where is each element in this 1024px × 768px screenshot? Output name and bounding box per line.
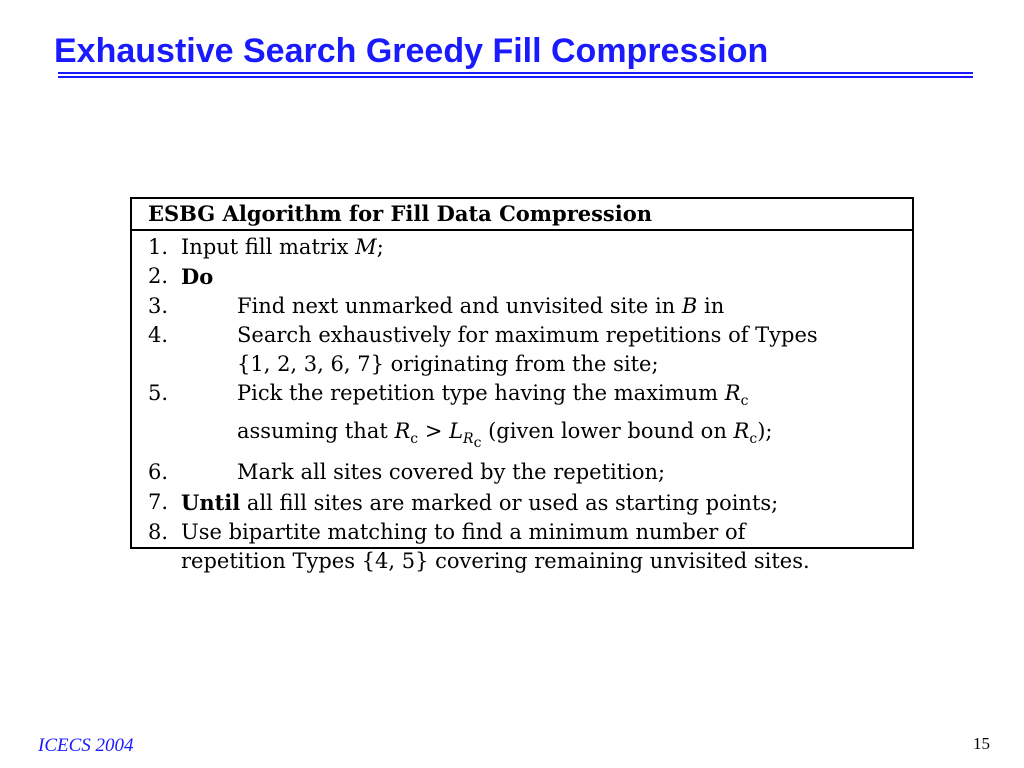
- step-4-continued: [132, 350, 912, 379]
- step-8-continued: [132, 547, 912, 576]
- step-number: 4.: [148, 322, 169, 347]
- step-6: [132, 458, 912, 487]
- step-number: 7.: [148, 489, 169, 514]
- step-text: Until all fill sites are marked or used as starting points;: [181, 489, 779, 515]
- step-text: Input fill matrix M;: [181, 235, 384, 259]
- step-number: 6.: [148, 460, 169, 485]
- step-number: 3.: [148, 293, 169, 318]
- step-text: Pick the repetition type having the maximum $R_c$: [237, 381, 749, 410]
- step-text: Use bipartite matching to find a minimum number of: [181, 519, 746, 544]
- algorithm-box: [130, 197, 914, 574]
- step-3: [132, 292, 912, 321]
- step-text-continued: assuming that $R_c > L_{R_c}$ (given lower bound on $R_c$);: [237, 418, 773, 451]
- slide-title: Exhaustive Search Greedy Fill Compression: [54, 32, 769, 70]
- step-5-continued: [132, 417, 912, 458]
- step-2: [132, 262, 912, 291]
- step-7: [132, 488, 912, 518]
- step-text: Do: [181, 264, 214, 290]
- step-text-continued: repetition Types {4, 5} covering remaining unvisited sites.: [181, 549, 810, 574]
- step-number: 8.: [148, 519, 169, 544]
- step-number: 5.: [148, 381, 169, 406]
- algorithm-header: ESBG Algorithm for Fill Data Compression: [132, 199, 912, 231]
- step-text-continued: {1, 2, 3, 6, 7} originating from the site;: [237, 352, 659, 377]
- step-text: Find next unmarked and unvisited site in B in: [237, 293, 725, 318]
- step-text: Search exhaustively for maximum repetitions of Types: [237, 322, 818, 347]
- step-5: [132, 379, 912, 416]
- step-1: [132, 233, 912, 262]
- step-4: [132, 321, 912, 350]
- step-8: [132, 518, 912, 547]
- title-underline: [58, 72, 973, 78]
- step-text: Mark all sites covered by the repetition;: [237, 460, 666, 485]
- algorithm-steps: [132, 231, 912, 576]
- step-number: 1.: [148, 235, 169, 259]
- footer-conference: ICECS 2004: [38, 735, 134, 756]
- page-number: 15: [973, 734, 990, 753]
- step-number: 2.: [148, 264, 169, 289]
